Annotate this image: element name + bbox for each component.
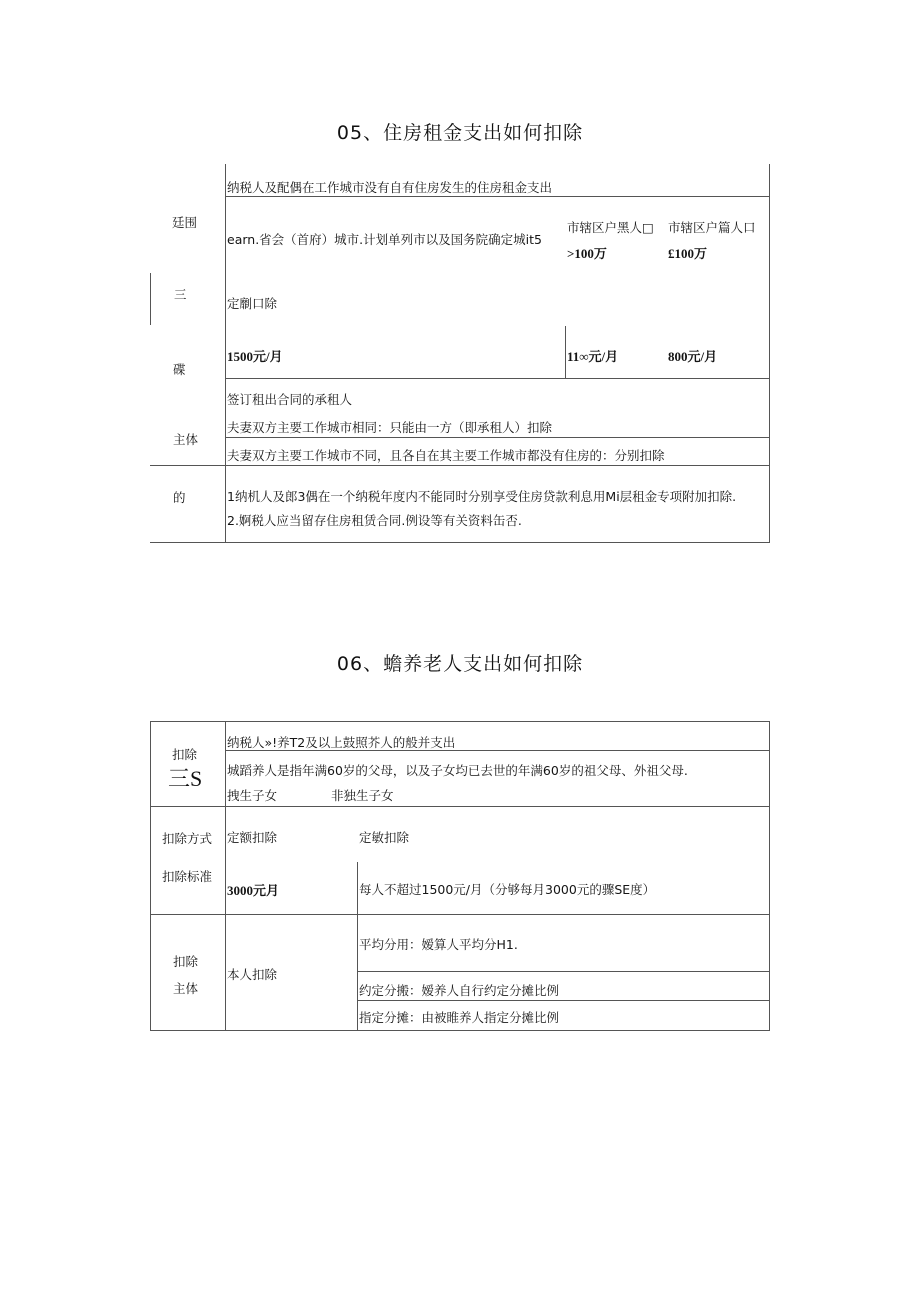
- rent-row-line: [225, 437, 770, 438]
- elderly-col-line: [357, 862, 358, 1030]
- elderly-row-line: [357, 971, 770, 972]
- rent-subject-3: 夫妻双方主要工作城市不同，且各自在其主要工作城市都没有住房的：分别扣除: [227, 448, 665, 463]
- rent-note-1: 1纳机人及郎3偶在一个纳税年度内不能同时分别享受住房贷款利息用Mi层租金专项附加扣除.: [227, 489, 737, 504]
- elderly-amount-b: 每人不超过1500元/月（分够每月3000元的骤SE度）: [359, 882, 656, 897]
- label-other: 的: [173, 490, 186, 505]
- rent-city-b-line2: >100万: [567, 246, 607, 261]
- rent-amount-b: 11∞元/月: [567, 349, 619, 364]
- rent-city-a: earn.省会（首府）城市.计划单列市以及国务院确定城it5: [227, 232, 542, 247]
- elderly-label-subject-1: 扣除: [173, 954, 199, 969]
- rent-note-2: 2.婀税人应当留存住房租赁合同.例设等有关资料缶否.: [227, 513, 522, 528]
- elderly-col-line: [225, 721, 226, 1030]
- rent-row-line: [150, 465, 770, 466]
- rent-row-line: [150, 542, 770, 543]
- label-standard: 碟: [173, 362, 186, 377]
- elderly-row-line: [150, 806, 770, 807]
- label-scope: 廷围: [172, 215, 198, 230]
- elderly-label-big-mark: 三S: [168, 766, 203, 791]
- elderly-label-standard: 扣除标准: [162, 869, 213, 884]
- elderly-agreed-split: 约定分搬：嫒养人自行约定分摊比例: [359, 983, 560, 998]
- elderly-amount-a: 3000元月: [227, 883, 280, 898]
- rent-col-line: [769, 164, 770, 542]
- rent-city-c-line2: £100万: [668, 246, 708, 261]
- rent-subject-2: 夫妻双方主要工作城市相同：只能由一方（即承租人）扣除: [227, 420, 553, 435]
- rent-amount-a: 1500元/月: [227, 349, 283, 364]
- rent-row-line: [225, 378, 770, 379]
- elderly-method-b: 定敏扣除: [359, 830, 410, 845]
- elderly-scope-detail: 城蹈养人是指年满60岁的父母，以及子女均已去世的年满60岁的祖父母、外祖父母.: [227, 763, 688, 778]
- elderly-self-deduct: 本人扣除: [227, 967, 278, 982]
- elderly-non-only-child: 非独生子女: [331, 788, 394, 803]
- rent-deduct-method: 定劘口除: [227, 296, 278, 311]
- elderly-row-line: [150, 914, 770, 915]
- elderly-label-deduct: 扣除: [172, 747, 198, 762]
- section1-title: 05、住房租金支出如何扣除: [336, 122, 584, 144]
- elderly-designated-split: 指定分摊：由被睢养人指定分摊比例: [359, 1010, 560, 1025]
- label-subject: 主体: [173, 432, 199, 447]
- elderly-col-line: [769, 721, 770, 1030]
- elderly-label-method: 扣除方式: [162, 831, 213, 846]
- rent-subject-1: 签订租出合同的承租人: [227, 392, 353, 407]
- elderly-only-child: 拽生子女: [227, 788, 278, 803]
- rent-city-c-line1: 市辖区户篇人口: [668, 220, 756, 235]
- rent-col-line: [150, 273, 151, 325]
- label-mark: 三: [174, 287, 187, 302]
- elderly-col-line: [150, 721, 151, 1030]
- elderly-row-line: [357, 1000, 770, 1001]
- section2-title: 06、蟾养老人支出如何扣除: [336, 653, 584, 675]
- elderly-avg-split: 平均分用：嫒算人平均分H1.: [359, 937, 518, 952]
- elderly-method-a: 定额扣除: [227, 830, 278, 845]
- rent-col-line: [565, 326, 566, 378]
- rent-city-b-line1: 市辖区户黑人□: [567, 220, 654, 235]
- elderly-row-line: [150, 1030, 770, 1031]
- rent-row-line: [225, 196, 770, 197]
- elderly-row-line: [150, 721, 770, 722]
- elderly-label-subject-2: 主体: [173, 981, 199, 996]
- rent-col-line: [225, 164, 226, 542]
- elderly-scope-desc: 纳税人»!养T2及以上鼓照芥人的般并支出: [227, 735, 456, 750]
- rent-amount-c: 800元/月: [668, 349, 718, 364]
- rent-scope-desc: 纳税人及配偶在工作城市没有自有住房发生的住房租金支出: [227, 180, 553, 195]
